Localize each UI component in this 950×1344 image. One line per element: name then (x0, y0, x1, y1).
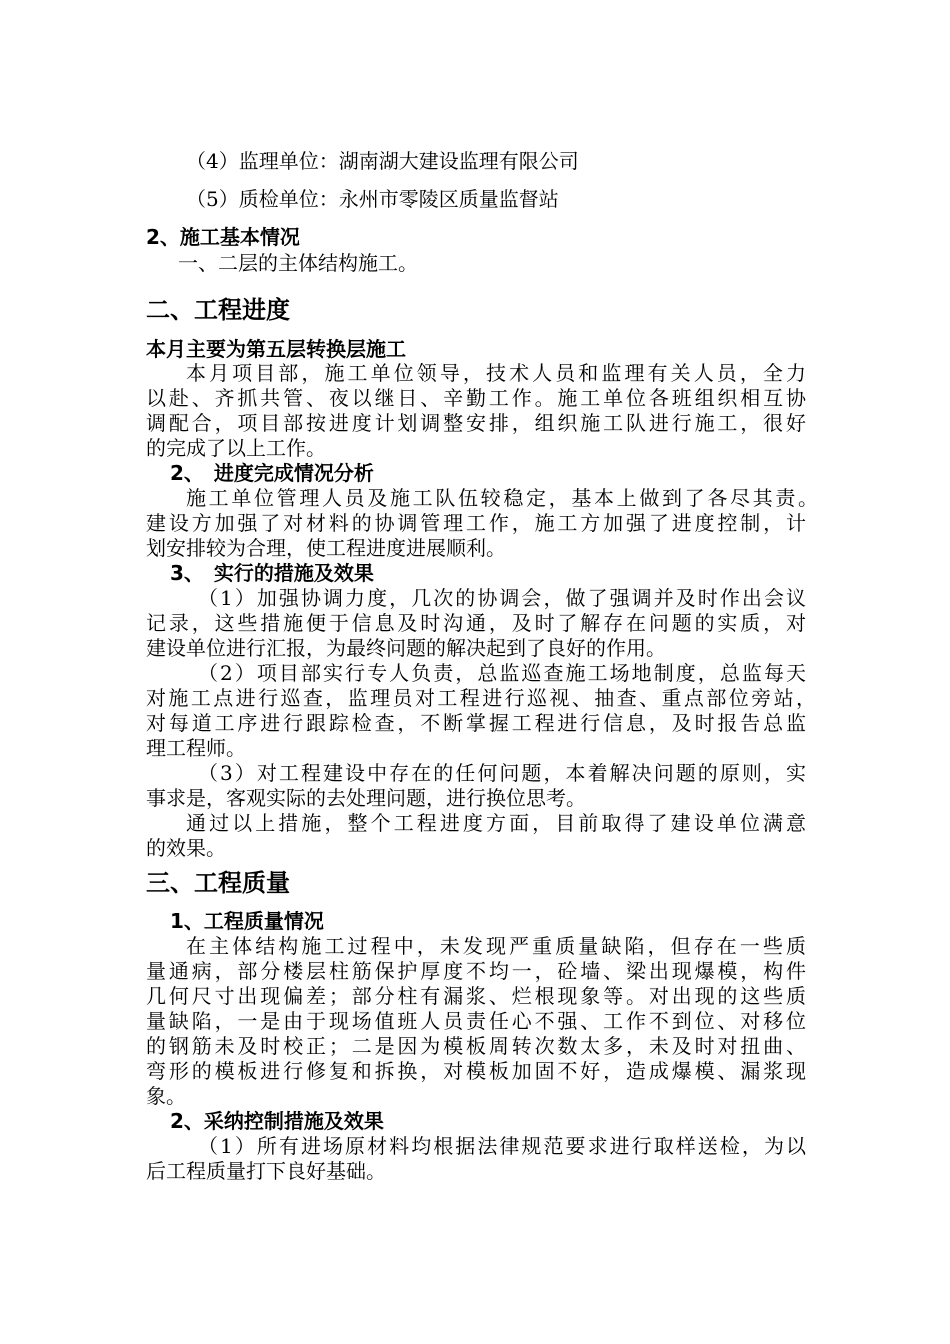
measure3-line: （3）对工程建设中存在的任何问题，本着解决问题的原则，实 (198, 761, 806, 785)
measure3-line: 事求是，客观实际的去处理问题，进行换位思考。 (146, 786, 586, 810)
measure2-line: 理工程师。 (146, 736, 246, 760)
construction-basics-text: 一、二层的主体结构施工。 (178, 251, 418, 275)
quality-inspection-line: （5）质检单位：永州市零陵区质量监督站 (186, 187, 559, 211)
measure2-line: 对施工点进行巡查，监理员对工程进行巡视、抽查、重点部位旁站， (146, 686, 816, 710)
section-heading-progress: 二、工程进度 (146, 296, 290, 324)
construction-basics-heading: 2、施工基本情况 (146, 225, 300, 249)
progress-conclusion-line: 通过以上措施，整个工程进度方面，目前取得了建设单位满意 (186, 811, 806, 835)
progress-measures-heading: 3、 实行的措施及效果 (170, 561, 374, 585)
quality-status-line: 量缺陷，一是由于现场值班人员责任心不强、工作不到位、对移位 (146, 1009, 806, 1033)
quality-status-line: 量通病，部分楼层柱筋保护厚度不均一，砼墙、梁出现爆模，构件 (146, 959, 806, 983)
progress-analysis-heading: 2、 进度完成情况分析 (170, 461, 374, 485)
progress-analysis-line: 施工单位管理人员及施工队伍较稳定，基本上做到了各尽其责。 (186, 486, 818, 510)
measure1-line: （1）加强协调力度，几次的协调会，做了强调并及时作出会议 (198, 586, 806, 610)
progress-para1-line: 本月项目部，施工单位领导，技术人员和监理有关人员，全力 (186, 361, 806, 385)
quality-control-heading: 2、采纳控制措施及效果 (170, 1109, 384, 1133)
quality-status-line: 在主体结构施工过程中，未发现严重质量缺陷，但存在一些质 (186, 934, 806, 958)
progress-subheading: 本月主要为第五层转换层施工 (146, 337, 406, 361)
section-heading-quality: 三、工程质量 (146, 869, 290, 897)
quality-control-line: （1）所有进场原材料均根据法律规范要求进行取样送检，为以 (198, 1134, 806, 1158)
progress-para1-line: 调配合，项目部按进度计划调整安排，组织施工队进行施工，很好 (146, 411, 806, 435)
measure1-line: 记录，这些措施便于信息及时沟通，及时了解存在问题的实质，对 (146, 611, 806, 635)
quality-status-line: 象。 (146, 1084, 186, 1108)
quality-control-line: 后工程质量打下良好基础。 (146, 1159, 386, 1183)
progress-analysis-line: 划安排较为合理，使工程进度进展顺利。 (146, 536, 506, 560)
progress-analysis-line: 建设方加强了对材料的协调管理工作，施工方加强了进度控制，计 (146, 511, 806, 535)
quality-status-line: 弯形的模板进行修复和拆换，对模板加固不好，造成爆模、漏浆现 (146, 1059, 806, 1083)
quality-status-line: 几何尺寸出现偏差；部分柱有漏浆、烂根现象等。对出现的这些质 (146, 984, 806, 1008)
progress-para1-line: 以赴、齐抓共管、夜以继日、辛勤工作。施工单位各班组织相互协 (146, 386, 806, 410)
quality-status-line: 的钢筋未及时校正；二是因为模板周转次数太多，未及时对扭曲、 (146, 1034, 806, 1058)
measure2-line: 对每道工序进行跟踪检查，不断掌握工程进行信息，及时报告总监 (146, 711, 806, 735)
supervisor-unit-line: （4）监理单位：湖南湖大建设监理有限公司 (186, 149, 579, 173)
progress-conclusion-line: 的效果。 (146, 836, 226, 860)
progress-para1-line: 的完成了以上工作。 (146, 436, 326, 460)
measure2-line: （2）项目部实行专人负责，总监巡查施工场地制度，总监每天 (198, 661, 806, 685)
quality-status-heading: 1、工程质量情况 (170, 909, 324, 933)
measure1-line: 建设单位进行汇报，为最终问题的解决起到了良好的作用。 (146, 636, 666, 660)
